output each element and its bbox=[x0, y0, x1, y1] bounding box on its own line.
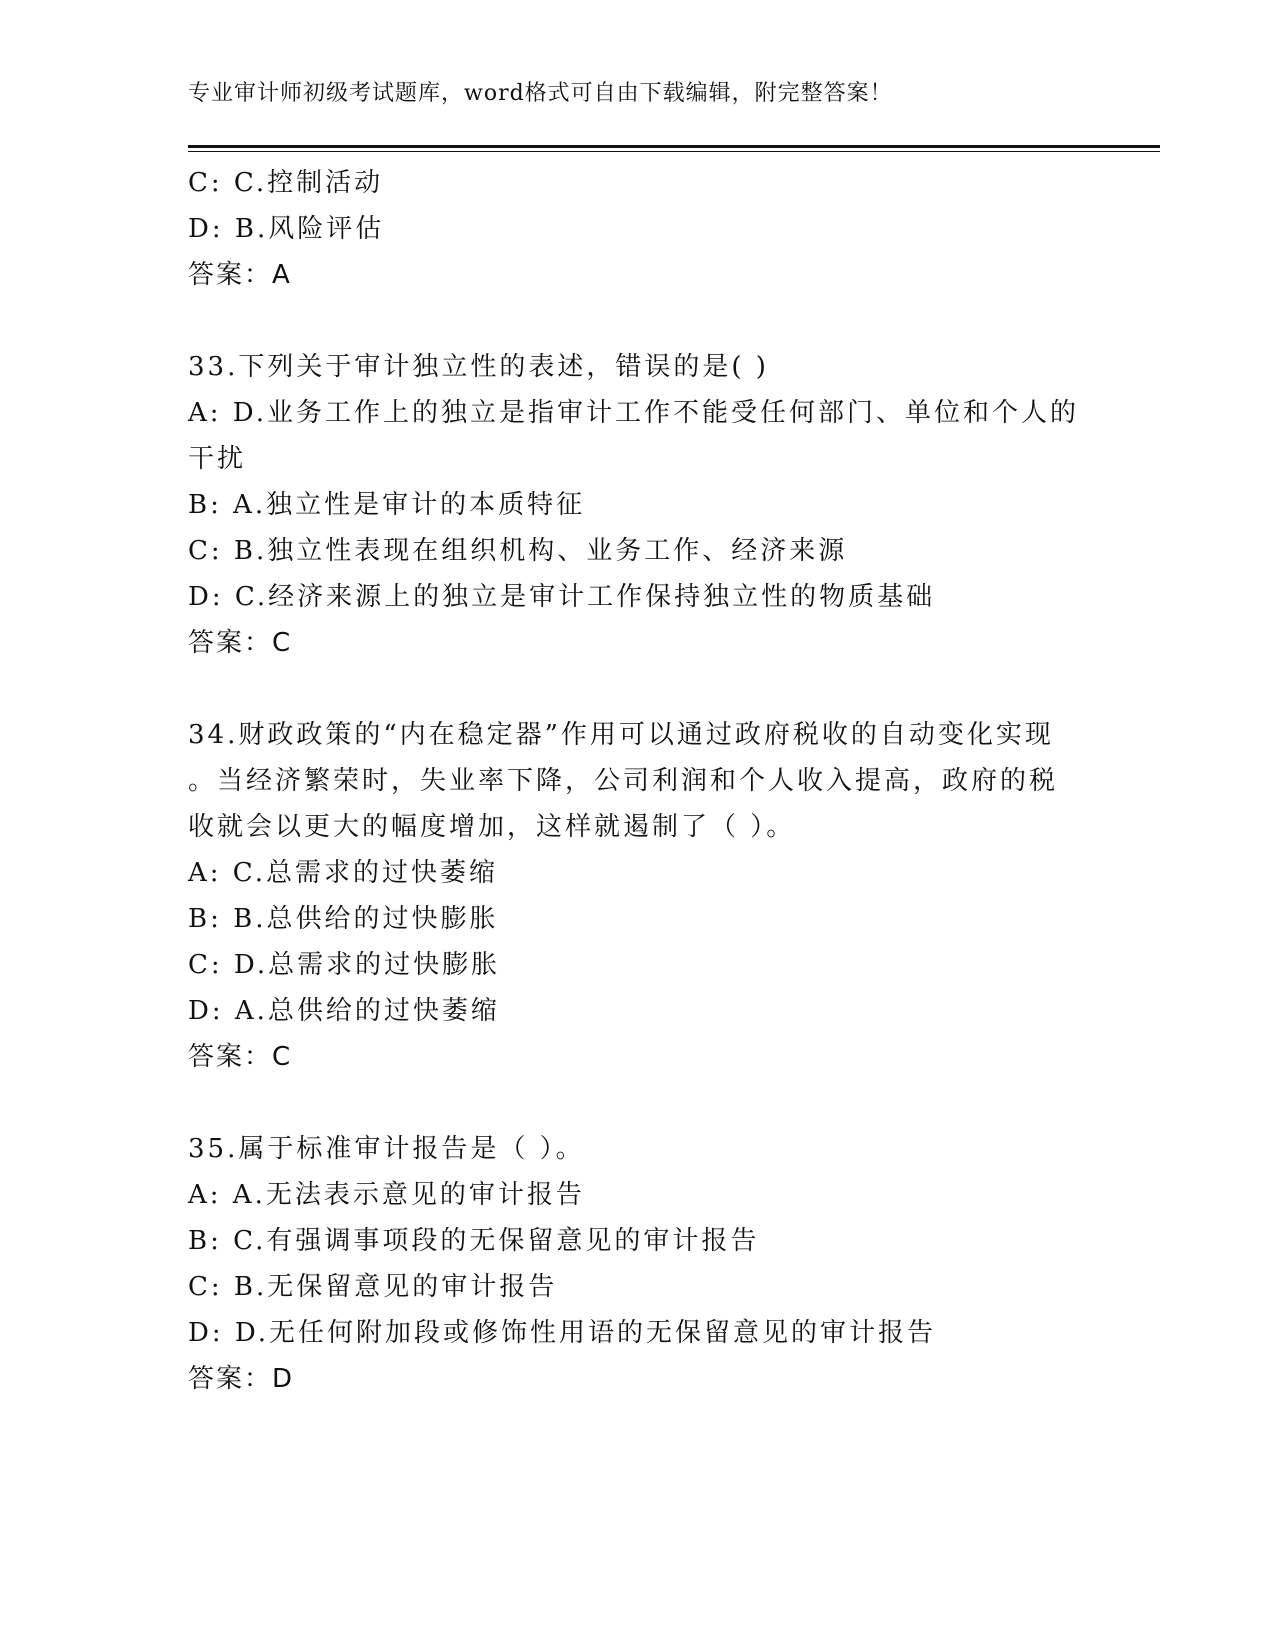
section-gap bbox=[188, 298, 1088, 344]
option-line: D: D.无任何附加段或修饰性用语的无保留意见的审计报告 bbox=[188, 1318, 937, 1348]
section-gap bbox=[188, 1080, 1088, 1126]
answer-line: 答案：C bbox=[188, 1042, 293, 1072]
answer-line: 答案：A bbox=[188, 260, 292, 290]
page-header: 专业审计师初级考试题库，word格式可自由下载编辑，附完整答案！ bbox=[188, 81, 893, 106]
question-line: 收就会以更大的幅度增加，这样就遏制了（ ）。 bbox=[188, 812, 796, 842]
section-gap bbox=[188, 666, 1088, 712]
option-line: D: B.风险评估 bbox=[188, 214, 385, 244]
option-line: A: A.无法表示意见的审计报告 bbox=[188, 1180, 585, 1210]
question-line: 34.财政政策的“内在稳定器”作用可以通过政府税收的自动变化实现 bbox=[188, 720, 1054, 750]
question-line: 33.下列关于审计独立性的表述，错误的是( ) bbox=[188, 352, 769, 382]
option-line: B: A.独立性是审计的本质特征 bbox=[188, 490, 586, 520]
option-line: A: C.总需求的过快萎缩 bbox=[188, 858, 499, 888]
option-line: C: C.控制活动 bbox=[188, 168, 384, 198]
header-divider-thick bbox=[188, 145, 1160, 148]
option-line: B: C.有强调事项段的无保留意见的审计报告 bbox=[188, 1226, 760, 1256]
option-line: D: C.经济来源上的独立是审计工作保持独立性的物质基础 bbox=[188, 582, 936, 612]
answer-line: 答案：C bbox=[188, 628, 293, 658]
option-line: A: D.业务工作上的独立是指审计工作不能受任何部门、单位和个人的 bbox=[188, 398, 1079, 428]
option-line: C: B.独立性表现在组织机构、业务工作、经济来源 bbox=[188, 536, 848, 566]
option-line: B: B.总供给的过快膨胀 bbox=[188, 904, 499, 934]
answer-line: 答案：D bbox=[188, 1364, 295, 1394]
question-line: 。当经济繁荣时，失业率下降，公司利润和个人收入提高，政府的税 bbox=[188, 766, 1059, 796]
header-divider-thin bbox=[188, 151, 1160, 152]
option-line: 干扰 bbox=[188, 444, 247, 474]
option-line: D: A.总供给的过快萎缩 bbox=[188, 996, 500, 1026]
option-line: C: D.总需求的过快膨胀 bbox=[188, 950, 501, 980]
question-line: 35.属于标准审计报告是（ ）。 bbox=[188, 1134, 585, 1164]
question-content bbox=[188, 160, 1088, 1402]
option-line: C: B.无保留意见的审计报告 bbox=[188, 1272, 558, 1302]
